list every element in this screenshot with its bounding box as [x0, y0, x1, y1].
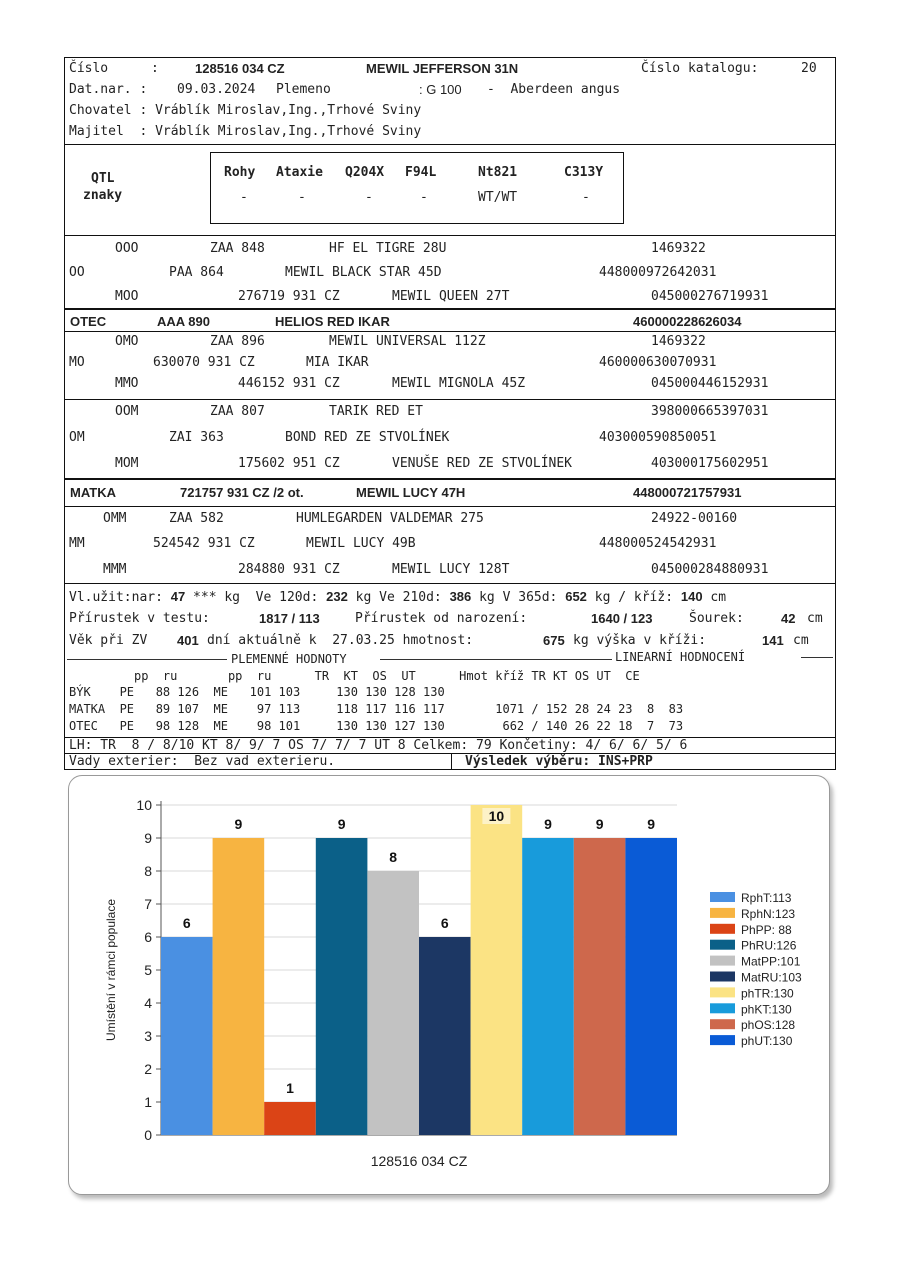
nar-value: 1640 / 123	[591, 611, 653, 626]
ped-name-matka: MEWIL LUCY 47H	[356, 485, 466, 500]
divider	[65, 235, 835, 236]
y-tick-label: 4	[144, 995, 152, 1011]
legend-swatch	[710, 956, 735, 966]
qtl-label-2: znaky	[83, 188, 123, 203]
ped-id: 1469322	[651, 334, 706, 349]
divider	[65, 506, 835, 507]
vysledek-vyberu: Výsledek výběru: INS+PRP	[465, 754, 653, 769]
ped-reg: 524542 931 CZ	[153, 536, 255, 551]
sourek-unit: cm	[807, 611, 823, 626]
ped-id: 448000972642031	[599, 265, 717, 280]
y-tick-label: 1	[144, 1094, 152, 1110]
divider	[65, 331, 835, 332]
ped-reg: PAA 864	[169, 265, 224, 280]
cislo-value: 128516 034 CZ	[195, 61, 285, 76]
ped-name: MEWIL LUCY 49B	[306, 536, 416, 551]
divider	[65, 583, 835, 584]
vady-exterier: Vady exterier: Bez vad exterieru.	[69, 754, 336, 769]
ped-reg: 276719 931 CZ	[238, 289, 340, 304]
legend-label: PhPP: 88	[741, 922, 792, 937]
qtl-trait-value: -	[582, 190, 590, 205]
bar	[264, 1102, 316, 1135]
breeding-title: PLEMENNÉ HODNOTY	[231, 652, 347, 666]
bar	[161, 937, 213, 1135]
lh-line: LH: TR 8 / 8/10 KT 8/ 9/ 7 OS 7/ 7/ 7 UT 8 Celkem: 79 Končetiny: 4/ 6/ 6/ 5/ 6	[69, 738, 688, 753]
vek-label: Věk při ZV	[69, 633, 148, 648]
data-label: 9	[234, 816, 243, 832]
ped-name: VENUŠE RED ZE STVOLÍNEK	[392, 456, 573, 471]
legend-swatch	[710, 987, 735, 997]
data-label: 9	[595, 816, 604, 832]
ped-code-otec: OTEC	[70, 314, 107, 329]
ped-id-matka: 448000721757931	[633, 485, 742, 500]
ped-name: MIA IKAR	[306, 355, 369, 370]
breeding-row: BÝK PE 88 126 ME 101 103 130 130 128 130	[69, 685, 445, 699]
y-tick-label: 8	[144, 863, 152, 879]
ped-code: OOM	[115, 404, 139, 419]
legend-label: PhRU:126	[741, 938, 797, 953]
chovatel: Chovatel : Vráblík Miroslav,Ing.,Trhové Sviny	[69, 103, 422, 118]
ped-reg: ZAI 363	[169, 430, 224, 445]
qtl-trait-name: C313Y	[564, 165, 604, 180]
qtl-trait-name: Ataxie	[276, 165, 323, 180]
legend-label: phUT:130	[741, 1034, 793, 1049]
legend-swatch	[710, 1019, 735, 1029]
ped-id: 1469322	[651, 241, 706, 256]
ped-code: OM	[69, 430, 85, 445]
divider	[65, 478, 835, 480]
ped-code-matka: MATKA	[70, 485, 116, 500]
data-label: 9	[337, 816, 346, 832]
legend-label: MatRU:103	[741, 970, 802, 985]
ped-name: MEWIL MIGNOLA 45Z	[392, 376, 526, 391]
bar	[574, 838, 626, 1135]
divider	[65, 308, 835, 310]
ped-reg: 630070 931 CZ	[153, 355, 255, 370]
ped-name: TARIK RED ET	[329, 404, 423, 419]
ped-reg-otec: AAA 890	[157, 314, 210, 329]
breeding-row: MATKA PE 89 107 ME 97 113 118 117 116 117 1071 / 152 28 24 23 8 83	[69, 702, 684, 716]
ped-id: 448000524542931	[599, 536, 717, 551]
divider	[65, 399, 835, 400]
ped-id: 398000665397031	[651, 404, 769, 419]
ped-code: MMO	[115, 376, 139, 391]
y-tick-label: 0	[144, 1127, 152, 1143]
legend-label: phTR:130	[741, 986, 794, 1001]
ped-id: 045000284880931	[651, 562, 769, 577]
bar	[625, 838, 677, 1135]
ped-name-otec: HELIOS RED IKAR	[275, 314, 390, 329]
plemeno-value: : G 100	[419, 82, 462, 97]
ped-code: MO	[69, 355, 85, 370]
test-label: Přírustek v testu:	[69, 611, 210, 626]
legend-label: RphN:123	[741, 906, 796, 921]
rule	[67, 659, 227, 660]
animal-name: MEWIL JEFFERSON 31N	[366, 61, 519, 76]
linear-title: LINEARNÍ HODNOCENÍ	[615, 650, 746, 664]
divider	[65, 144, 835, 145]
plemeno-label: Plemeno	[276, 82, 331, 97]
qtl-trait-value: -	[298, 190, 306, 205]
y-tick-label: 5	[144, 962, 152, 978]
plemeno-name: - Aberdeen angus	[487, 82, 621, 97]
legend-swatch	[710, 892, 735, 902]
bar	[522, 838, 574, 1135]
sourek-label: Šourek:	[689, 611, 744, 626]
vek-value: 401	[177, 633, 199, 648]
sourek-value: 42	[781, 611, 796, 626]
ped-reg: 446152 931 CZ	[238, 376, 340, 391]
data-label: 9	[544, 816, 552, 832]
qtl-trait-value: -	[420, 190, 428, 205]
qtl-trait-value: WT/WT	[478, 190, 518, 205]
y-tick-label: 6	[144, 929, 152, 945]
performance-line-1: Vl.užit:nar: 47 *** kg Ve 120d: 232 kg Ve 210d: 386 kg V 365d: 652 kg / kříž: 140 cm	[69, 589, 727, 605]
legend-label: MatPP:101	[741, 954, 801, 969]
data-label: 6	[440, 915, 449, 931]
ped-code: OMO	[115, 334, 139, 349]
qtl-trait-name: F94L	[405, 165, 437, 180]
breeding-row: OTEC PE 98 128 ME 98 101 130 130 127 130 662 / 140 26 22 18 7 73	[69, 719, 684, 733]
ped-reg: ZAA 582	[169, 511, 224, 526]
ped-name: HUMLEGARDEN VALDEMAR 275	[296, 511, 484, 526]
qtl-trait-name: Q204X	[345, 165, 385, 180]
ped-id: 460000630070931	[599, 355, 717, 370]
legend-swatch	[710, 972, 735, 982]
nar-label: Přírustek od narození:	[355, 611, 528, 626]
ped-reg: ZAA 848	[210, 241, 265, 256]
ped-id: 403000590850051	[599, 430, 717, 445]
ped-code: MM	[69, 536, 85, 551]
bar	[419, 937, 471, 1135]
ped-name: HF EL TIGRE 28U	[329, 241, 447, 256]
vyska-unit: cm	[793, 633, 809, 648]
katalog-value: 20	[801, 61, 817, 76]
qtl-label: QTL	[91, 171, 115, 186]
ped-id: 045000276719931	[651, 289, 769, 304]
y-axis-label: Umístění v rámci populace	[104, 898, 118, 1042]
legend-swatch	[710, 1003, 735, 1013]
ped-id: 24922-00160	[651, 511, 738, 526]
aktual-label: dní aktuálně k 27.03.25 hmotnost:	[207, 633, 474, 648]
y-tick-label: 7	[144, 896, 152, 912]
ped-reg: ZAA 807	[210, 404, 265, 419]
data-label: 10	[488, 808, 505, 824]
rule	[801, 657, 833, 658]
qtl-trait-value: -	[240, 190, 248, 205]
ped-code: OO	[69, 265, 85, 280]
ped-id: 403000175602951	[651, 456, 769, 471]
legend-label: phKT:130	[741, 1002, 792, 1017]
rule	[380, 659, 612, 660]
bar	[471, 805, 523, 1135]
ped-name: MEWIL QUEEN 27T	[392, 289, 510, 304]
qtl-table	[210, 152, 624, 224]
legend-swatch	[710, 924, 735, 934]
y-tick-label: 2	[144, 1061, 152, 1077]
ped-id-otec: 460000228626034	[633, 314, 742, 329]
ped-reg: 284880 931 CZ	[238, 562, 340, 577]
ped-reg: 175602 951 CZ	[238, 456, 340, 471]
ped-name: MEWIL BLACK STAR 45D	[285, 265, 442, 280]
y-tick-label: 3	[144, 1028, 152, 1044]
y-tick-label: 9	[144, 830, 152, 846]
ped-name: MEWIL UNIVERSAL 112Z	[329, 334, 486, 349]
test-value: 1817 / 113	[259, 611, 320, 626]
qtl-trait-name: Nt821	[478, 165, 518, 180]
datnar-value: 09.03.2024	[177, 82, 256, 97]
legend-label: RphT:113	[741, 891, 792, 905]
cislo-colon: :	[151, 61, 159, 76]
legend-swatch	[710, 1035, 735, 1045]
majitel: Majitel : Vráblík Miroslav,Ing.,Trhové Sviny	[69, 124, 422, 139]
animal-card	[64, 57, 836, 770]
vyska-label: kg výška v kříži:	[573, 633, 707, 648]
hmot-value: 675	[543, 633, 565, 648]
data-label: 6	[182, 915, 191, 931]
data-label: 1	[286, 1080, 294, 1096]
legend-swatch	[710, 940, 735, 950]
ped-name: MEWIL LUCY 128T	[392, 562, 510, 577]
ped-reg: ZAA 896	[210, 334, 265, 349]
legend-swatch	[710, 908, 735, 918]
bar	[367, 871, 419, 1135]
data-label: 8	[389, 849, 398, 865]
ped-code: MOO	[115, 289, 139, 304]
vyska-value: 141	[762, 633, 784, 648]
chart-panel	[68, 775, 830, 1195]
cislo-label: Číslo	[69, 61, 109, 76]
qtl-trait-name: Rohy	[224, 165, 256, 180]
legend-label: phOS:128	[741, 1018, 796, 1033]
bar	[213, 838, 265, 1135]
data-label: 9	[647, 816, 656, 832]
ped-code: MMM	[103, 562, 127, 577]
x-axis-label: 128516 034 CZ	[370, 1153, 468, 1169]
ped-code: OMM	[103, 511, 127, 526]
ped-code: OOO	[115, 241, 139, 256]
katalog-label: Číslo katalogu:	[641, 61, 759, 76]
qtl-trait-value: -	[365, 190, 373, 205]
y-tick-label: 10	[136, 797, 152, 813]
ped-name: BOND RED ZE STVOLÍNEK	[285, 430, 450, 445]
bar-chart	[69, 776, 829, 1194]
ped-id: 045000446152931	[651, 376, 769, 391]
ped-reg-matka: 721757 931 CZ /2 ot.	[180, 485, 304, 500]
bar	[316, 838, 368, 1135]
breeding-headers: pp ru pp ru TR KT OS UT Hmot kříž TR KT OS UT CE	[69, 669, 640, 683]
datnar-label: Dat.nar. :	[69, 82, 148, 97]
ped-code: MOM	[115, 456, 139, 471]
